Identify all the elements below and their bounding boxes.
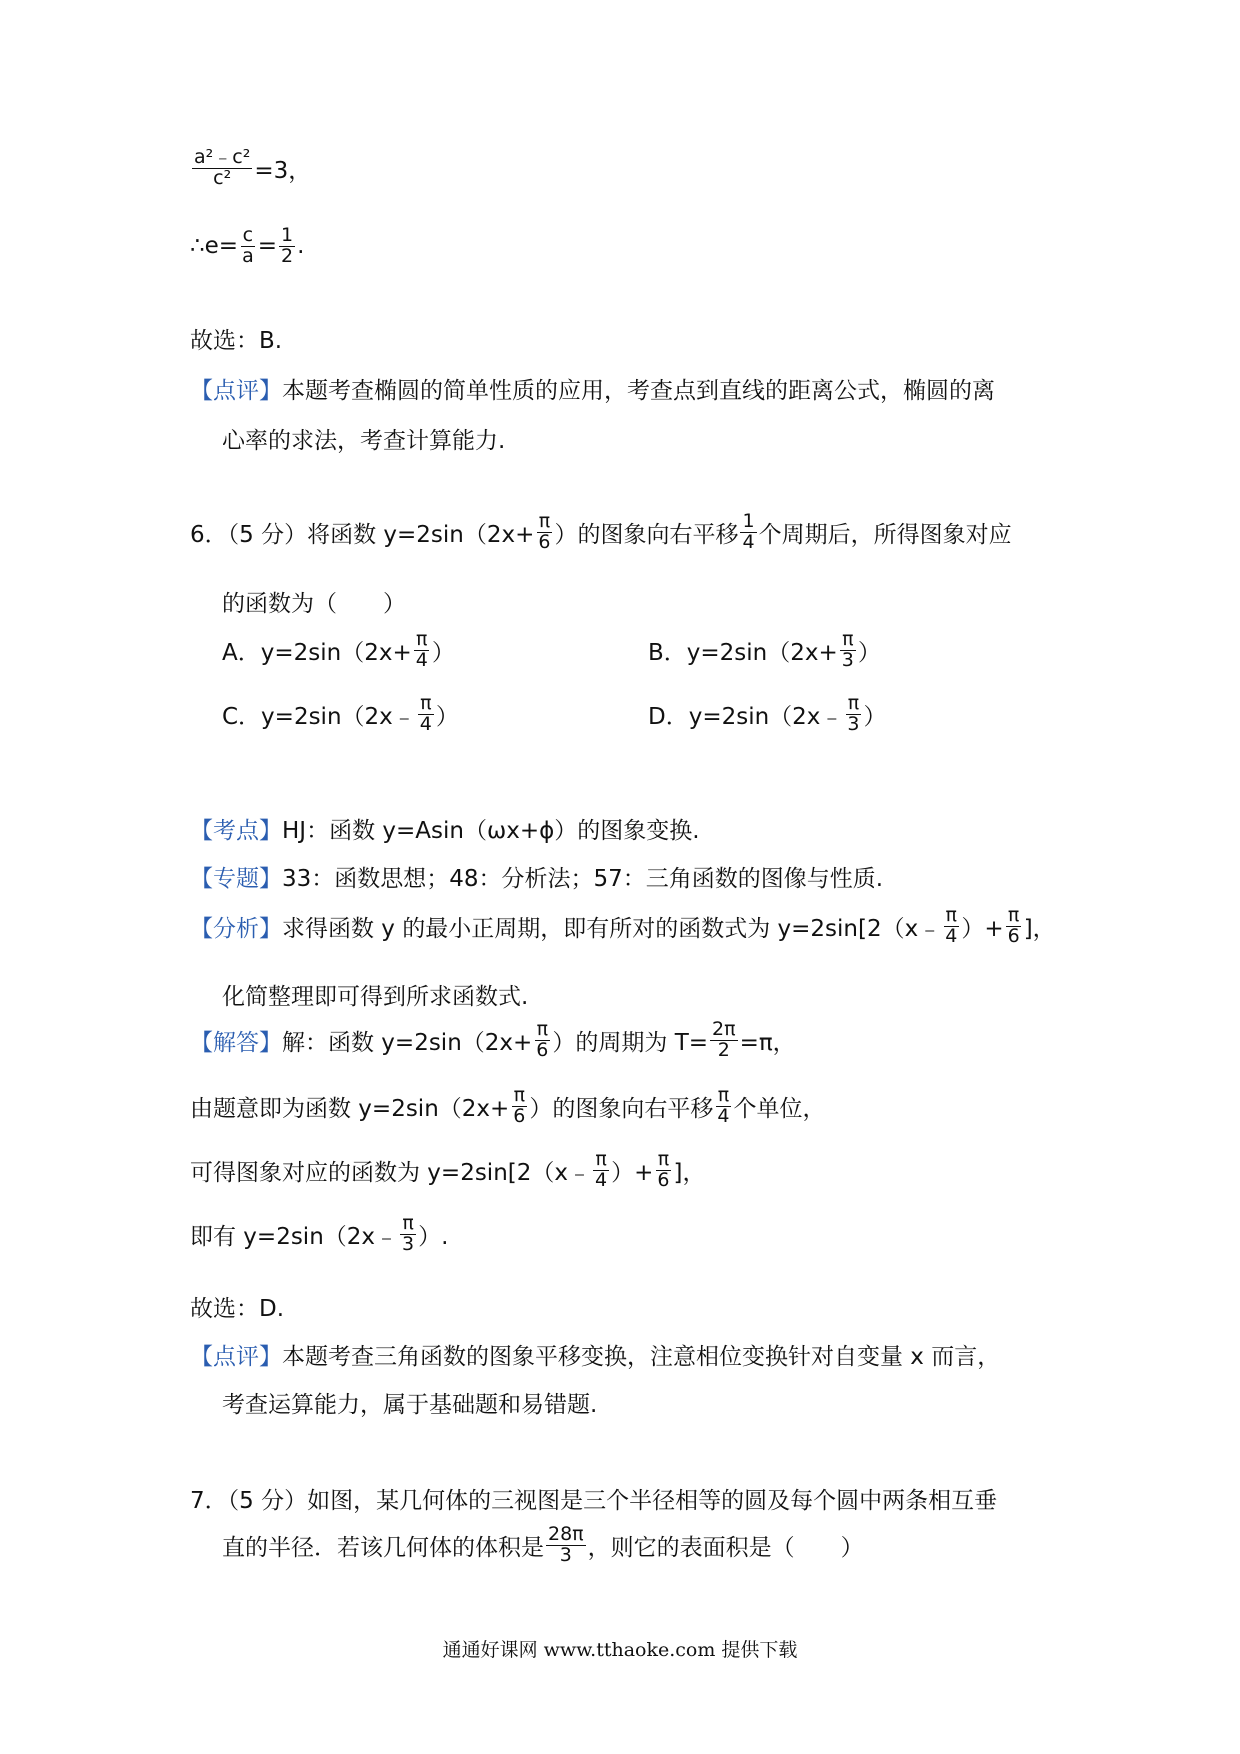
numerator: π bbox=[595, 1148, 607, 1170]
text: ）的图象向右平移 bbox=[554, 521, 739, 548]
zhuanti-line bbox=[190, 860, 883, 893]
question-6-line bbox=[190, 512, 1012, 553]
fraction bbox=[845, 694, 861, 735]
text: D．y=2sin（2x﹣ bbox=[648, 703, 844, 730]
bracket-close: 】 bbox=[259, 866, 282, 892]
numerator: π bbox=[847, 692, 860, 714]
bracket-open: 【 bbox=[190, 378, 213, 404]
text: . bbox=[297, 233, 305, 260]
denominator: 6 bbox=[657, 1168, 670, 1191]
fraction bbox=[655, 1150, 671, 1191]
option-d[interactable] bbox=[648, 694, 887, 735]
bracket-open: 【 bbox=[190, 1029, 213, 1056]
denominator: c² bbox=[213, 166, 232, 189]
answer-line: 故选：B. bbox=[190, 328, 283, 354]
question-7-line: 7．（5 分）如图，某几何体的三视图是三个半径相等的圆及每个圆中两条相互垂 bbox=[190, 1488, 998, 1514]
text: ） bbox=[435, 703, 459, 730]
numerator: 1 bbox=[742, 510, 755, 532]
comment-line-2: 心率的求法，考查计算能力. bbox=[222, 428, 506, 454]
numerator: π bbox=[657, 1148, 670, 1170]
fraction bbox=[1006, 906, 1022, 947]
fraction bbox=[192, 148, 252, 189]
kaodian-line bbox=[190, 812, 700, 845]
zhuanti-text: 33：函数思想；48：分析法；57：三角函数的图像与性质. bbox=[282, 866, 884, 892]
fraction bbox=[534, 1020, 550, 1061]
text: 个单位， bbox=[733, 1095, 826, 1122]
text: ，则它的表面积是（ ） bbox=[587, 1534, 864, 1561]
text: 解：函数 y=2sin（2x+ bbox=[282, 1029, 533, 1056]
text: =π， bbox=[739, 1029, 796, 1056]
denominator: 4 bbox=[945, 924, 958, 947]
denominator: 2 bbox=[281, 244, 294, 267]
dianping-tag: 点评 bbox=[213, 1344, 259, 1370]
denominator: 3 bbox=[402, 1232, 415, 1255]
solution-line-4 bbox=[190, 1214, 448, 1255]
fraction bbox=[511, 1086, 527, 1127]
numerator: π bbox=[402, 1212, 414, 1234]
fraction bbox=[536, 512, 552, 553]
text: 6．（5 分）将函数 y=2sin（2x+ bbox=[190, 521, 535, 548]
numerator: π bbox=[536, 1018, 549, 1040]
text: 由题意即为函数 y=2sin（2x+ bbox=[190, 1095, 510, 1122]
option-b[interactable] bbox=[648, 630, 881, 671]
text: ） bbox=[431, 639, 455, 666]
answer-line-q6: 故选：D. bbox=[190, 1296, 285, 1322]
bracket-close: 】 bbox=[259, 915, 282, 942]
denominator: 4 bbox=[415, 648, 428, 671]
numerator: 1 bbox=[281, 224, 294, 246]
text: B．y=2sin（2x+ bbox=[648, 639, 838, 666]
fenxi-tag: 分析 bbox=[213, 915, 259, 942]
numerator: π bbox=[717, 1084, 730, 1106]
solution-line-2 bbox=[190, 1086, 825, 1127]
fraction bbox=[840, 630, 856, 671]
bracket-open: 【 bbox=[190, 866, 213, 892]
bracket-close: 】 bbox=[259, 818, 282, 844]
denominator: 6 bbox=[538, 530, 551, 553]
jieda-line bbox=[190, 1020, 796, 1061]
fenxi-line bbox=[190, 906, 1056, 947]
comment-text: 本题考查椭圆的简单性质的应用，考查点到直线的距离公式，椭圆的离 bbox=[282, 378, 995, 404]
numerator: π bbox=[945, 904, 957, 926]
fraction bbox=[943, 906, 959, 947]
text: 即有 y=2sin（2x﹣ bbox=[190, 1223, 399, 1250]
numerator: π bbox=[420, 692, 432, 714]
text: 直的半径．若该几何体的体积是 bbox=[222, 1534, 544, 1561]
question-7-line-2 bbox=[222, 1525, 864, 1566]
zhuanti-tag: 专题 bbox=[213, 866, 259, 892]
comment-line bbox=[190, 372, 995, 405]
comment-tag: 点评 bbox=[213, 378, 259, 404]
text: ）的图象向右平移 bbox=[529, 1095, 714, 1122]
option-a[interactable] bbox=[222, 630, 455, 671]
text: 可得图象对应的函数为 y=2sin[2（x﹣ bbox=[190, 1159, 591, 1186]
denominator: 6 bbox=[536, 1038, 549, 1061]
denominator: a bbox=[242, 244, 254, 267]
numerator: π bbox=[513, 1084, 526, 1106]
text: ∴e= bbox=[190, 233, 239, 260]
solution-line-3 bbox=[190, 1150, 705, 1191]
denominator: 3 bbox=[559, 1543, 572, 1566]
numerator: π bbox=[1007, 904, 1020, 926]
eccentricity-line bbox=[190, 226, 304, 267]
text: ]， bbox=[673, 1159, 706, 1186]
numerator: c bbox=[242, 224, 254, 246]
fraction bbox=[740, 512, 756, 553]
denominator: 6 bbox=[1007, 924, 1020, 947]
denominator: 3 bbox=[841, 648, 854, 671]
fraction bbox=[240, 226, 256, 267]
option-c[interactable] bbox=[222, 694, 459, 735]
denominator: 4 bbox=[419, 712, 432, 735]
text: C．y=2sin（2x﹣ bbox=[222, 703, 416, 730]
text: ） bbox=[863, 703, 887, 730]
dianping-text: 本题考查三角函数的图象平移变换，注意相位变换针对自变量 x 而言， bbox=[282, 1344, 1001, 1370]
equation-tail: =3， bbox=[254, 157, 312, 184]
text: 求得函数 y 的最小正周期，即有所对的函数式为 y=2sin[2（x﹣ bbox=[282, 915, 942, 942]
text: ]， bbox=[1023, 915, 1056, 942]
numerator: 2π bbox=[712, 1018, 736, 1040]
fraction bbox=[715, 1086, 731, 1127]
numerator: π bbox=[416, 628, 428, 650]
fenxi-line-2: 化简整理即可得到所求函数式. bbox=[222, 984, 529, 1010]
dianping-line-2: 考查运算能力，属于基础题和易错题. bbox=[222, 1392, 598, 1418]
bracket-close: 】 bbox=[259, 1344, 282, 1370]
kaodian-tag: 考点 bbox=[213, 818, 259, 844]
numerator: 28π bbox=[548, 1523, 584, 1545]
bracket-open: 【 bbox=[190, 915, 213, 942]
dianping-line bbox=[190, 1338, 1000, 1371]
denominator: 4 bbox=[717, 1104, 730, 1127]
numerator: a²﹣c² bbox=[194, 146, 251, 168]
text: = bbox=[257, 233, 277, 260]
denominator: 6 bbox=[513, 1104, 526, 1127]
text: 个周期后，所得图象对应 bbox=[758, 521, 1012, 548]
fraction bbox=[279, 226, 295, 267]
fraction bbox=[418, 694, 434, 735]
numerator: π bbox=[538, 510, 551, 532]
footer: 通通好课网 www.tthaoke.com 提供下载 bbox=[442, 1639, 798, 1661]
numerator: π bbox=[842, 628, 854, 650]
denominator: 2 bbox=[717, 1038, 730, 1061]
question-6-line-2: 的函数为（ ） bbox=[222, 591, 406, 617]
fraction bbox=[546, 1525, 586, 1566]
bracket-open: 【 bbox=[190, 1344, 213, 1370]
bracket-close: 】 bbox=[259, 378, 282, 404]
fraction-line bbox=[190, 148, 311, 189]
fraction bbox=[414, 630, 430, 671]
jieda-tag: 解答 bbox=[213, 1029, 259, 1056]
text: ）. bbox=[418, 1223, 449, 1250]
text: ）+ bbox=[611, 1159, 654, 1186]
text: ）的周期为 T= bbox=[552, 1029, 709, 1056]
denominator: 4 bbox=[595, 1168, 608, 1191]
fraction bbox=[400, 1214, 416, 1255]
fraction bbox=[593, 1150, 609, 1191]
text: ）+ bbox=[961, 915, 1004, 942]
denominator: 4 bbox=[742, 530, 755, 553]
text: A．y=2sin（2x+ bbox=[222, 639, 412, 666]
fraction bbox=[710, 1020, 738, 1061]
text: ） bbox=[857, 639, 881, 666]
denominator: 3 bbox=[847, 712, 860, 735]
bracket-open: 【 bbox=[190, 818, 213, 844]
bracket-close: 】 bbox=[259, 1029, 282, 1056]
kaodian-text: HJ：函数 y=Asin（ωx+ϕ）的图象变换. bbox=[282, 818, 700, 844]
